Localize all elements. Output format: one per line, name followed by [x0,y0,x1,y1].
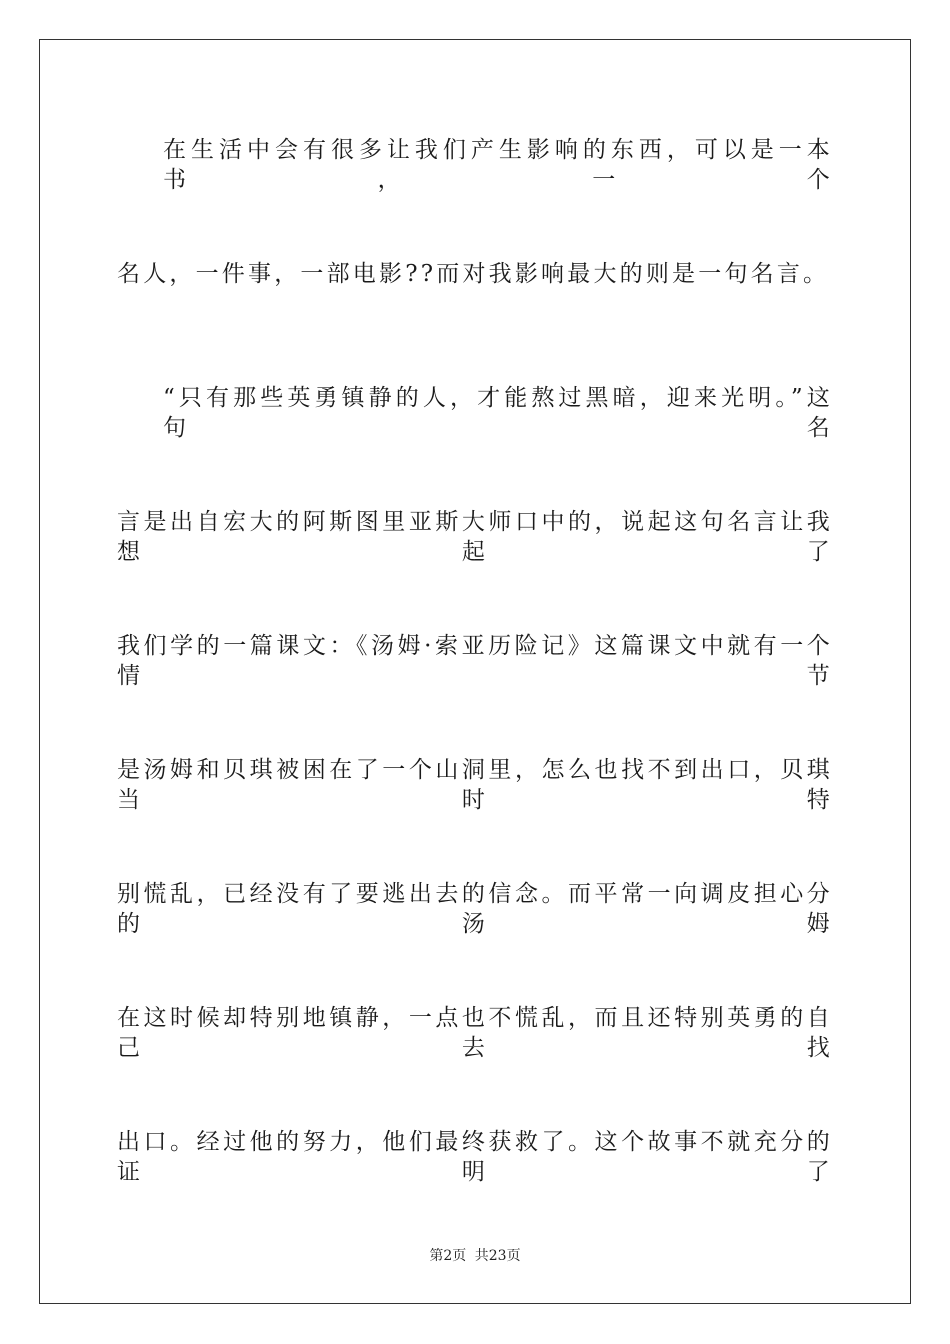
paragraph-line: 别慌乱，已经没有了要逃出去的信念。而平常一向调皮担心分的汤姆 [117,881,833,937]
paragraph-line: “只有那些英勇镇静的人，才能熬过黑暗，迎来光明。”这句名 [163,385,833,441]
paragraph-line: 言是出自宏大的阿斯图里亚斯大师口中的，说起这句名言让我想起了 [117,509,833,565]
total-pages: 共23页 [474,1248,521,1264]
page-number: 第2页 [429,1248,467,1264]
paragraph-line: 我们学的一篇课文：《汤姆·索亚历险记》这篇课文中就有一个情节 [117,633,833,689]
paragraph-line: 是汤姆和贝琪被困在了一个山洞里，怎么也找不到出口，贝琪当时特 [117,757,833,813]
paragraph-line: 名人，一件事，一部电影??而对我影响最大的则是一句名言。 [117,261,830,287]
paragraph-line: 在这时候却特别地镇静，一点也不慌乱，而且还特别英勇的自己去找 [117,1005,833,1061]
page-footer [0,1246,950,1266]
paragraph-line: 出口。经过他的努力，他们最终获救了。这个故事不就充分的证明了 [117,1129,833,1185]
paragraph-line: 在生活中会有很多让我们产生影响的东西，可以是一本书，一个 [163,137,833,193]
